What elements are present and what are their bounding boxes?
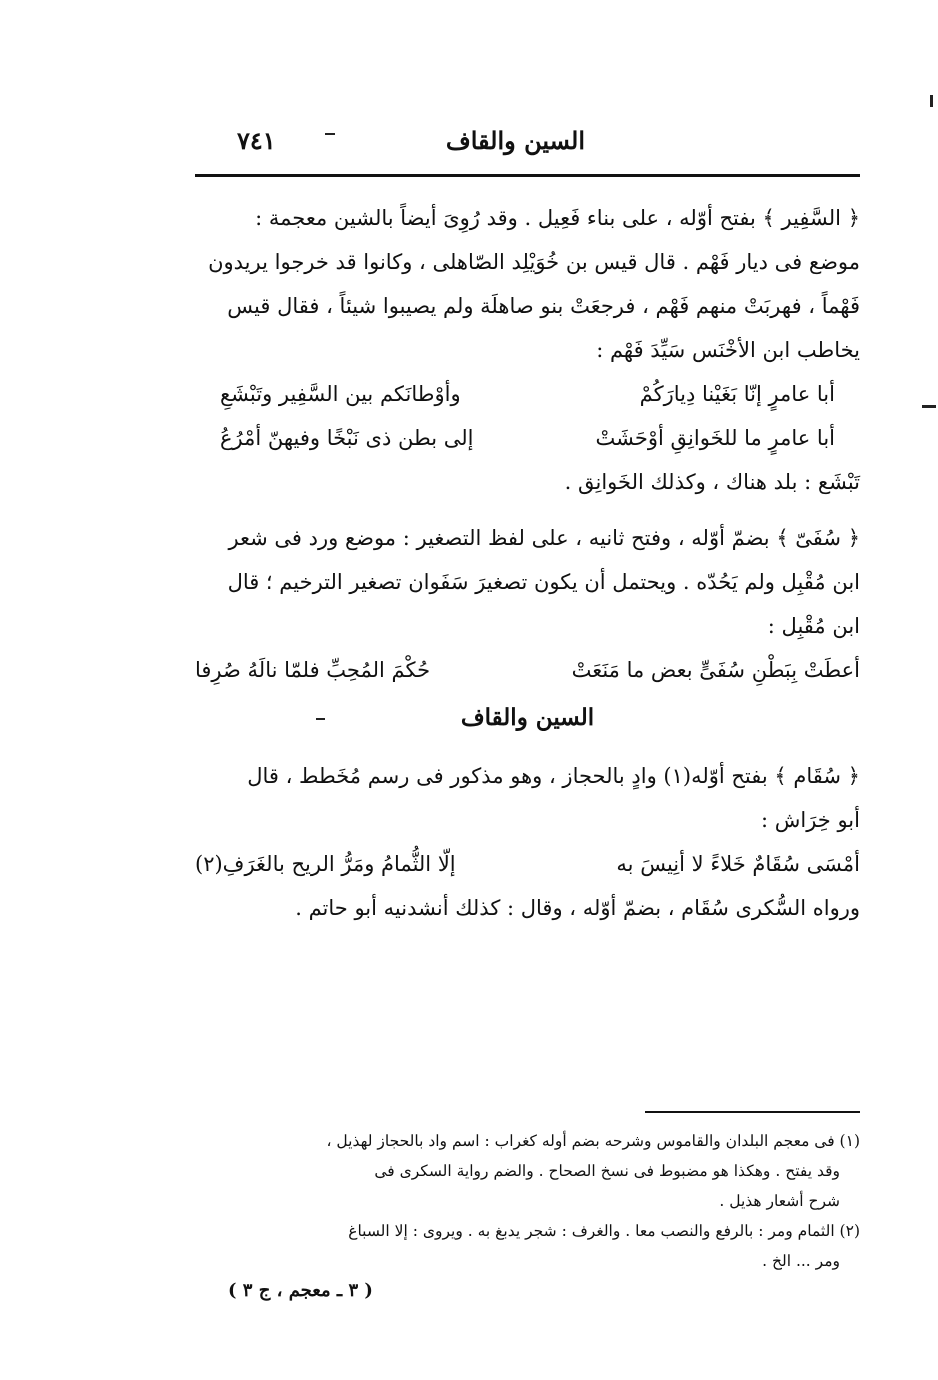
verse-hemistich-second: إلى بطن ذى نَبْخًا وفيهنّ أمْرُعُ	[220, 426, 474, 450]
entry-line: ﴿ سُفَىّ ﴾ بضمّ أوّله ، وفتح ثانيه ، على لفظ التصغير : موضع ورد فى شعر	[228, 526, 860, 550]
entry-line: يخاطب ابن الأخْنَس سَيِّدَ فَهْم :	[596, 338, 860, 362]
entry-line: ابن مُقْبِل ولم يَحُدّه . ويحتمل أن يكون تصغيرَ سَفَوان تصغير الترخيم ؛ قال	[227, 570, 860, 594]
footnote-line: ومر ... الخ .	[762, 1252, 840, 1270]
verse-hemistich-second: حُكْمَ المُحِبِّ فلمّا نالَهُ صُرِفا	[195, 658, 431, 682]
footnote-line: (٢) الثمام ومر : بالرفع والنصب معا . والغرف : شجر يدبغ به . ويروى : إلا السباغ	[348, 1222, 860, 1240]
verse-line	[195, 842, 860, 886]
section-heading: السين والقاف	[460, 704, 595, 731]
entry-line: ابن مُقْبِل :	[767, 614, 860, 638]
header-mark	[325, 133, 335, 135]
printer-signature: ( ٣ ـ معجم ، ج ٣ )	[228, 1280, 373, 1301]
verse-line	[195, 416, 860, 460]
verse-hemistich-first: أعطَتْ بِبَطْنِ سُفَىٍّ بعض ما مَنَعَتْ	[571, 658, 860, 682]
verse-line	[195, 372, 860, 416]
footnote-line: شرح أشعار هذيل .	[719, 1192, 840, 1210]
verse-hemistich-second: وأوْطانَكم بين السَّفِير وتَبْشَعِ	[220, 382, 461, 406]
verse-hemistich-first: أبا عامرٍ إنّا بَغَيْنا دِيارَكُمْ	[639, 382, 835, 406]
footnote-line: (١) فى معجم البلدان والقاموس وشرحه بضم أوله كغراب : اسم واد بالحجاز لهذيل ،	[326, 1132, 860, 1150]
footnotes	[195, 1126, 860, 1276]
verse-hemistich-second: إلّا الثُّمامُ ومَرُّ الريح بالغَرَفِ(٢)	[195, 852, 456, 876]
verse-line	[195, 648, 860, 692]
footnote-rule	[645, 1111, 860, 1113]
footnote-line: وقد يفتح . وهكذا هو مضبوط فى نسخ الصحاح . والضم رواية السكرى فى	[374, 1162, 840, 1180]
verse-hemistich-first: أمْسَى سُقَامٌ خَلاءً لا أنِيسَ به	[616, 852, 860, 876]
entry-line: ﴿ سُقَام ﴾ بفتح أوّله(١) وادٍ بالحجاز ، وهو مذكور فى رسم مُخَطط ، قال	[247, 764, 860, 788]
entry-line: ورواه السُّكرى سُقَام ، بضمّ أوّله ، وقال : كذلك أنشدنيه أبو حاتم .	[295, 896, 860, 920]
verse-hemistich-first: أبا عامرٍ ما للخَوانِقِ أوْحَشَتْ	[595, 426, 835, 450]
page-number: ٧٤١	[237, 126, 276, 155]
margin-mark-top	[930, 95, 933, 107]
entry-line: موضع فى ديار فَهْم . قال قيس بن خُوَيْلِد الصّاهلى ، وكانوا قد خرجوا يريدون	[208, 250, 860, 274]
entry-line: ﴿ السَّفِير ﴾ بفتح أوّله ، على بناء فَعِيل . وقد رُوِىَ أيضاً بالشين معجمة :	[255, 206, 860, 230]
entry-line: فَهْماً ، فهربَتْ منهم فَهْم ، فرجعَتْ بنو صاهلَة ولم يصيبوا شيئاً ، فقال قيس	[227, 294, 860, 318]
entry-line: أبو خِرَاش :	[761, 808, 860, 832]
page-header	[195, 120, 860, 170]
running-head: السين والقاف	[445, 126, 585, 155]
entry-line: تَبْشَع : بلد هناك ، وكذلك الخَوانِق .	[564, 470, 860, 494]
header-rule	[195, 174, 860, 177]
page-body	[195, 196, 860, 930]
margin-mark	[922, 405, 936, 408]
